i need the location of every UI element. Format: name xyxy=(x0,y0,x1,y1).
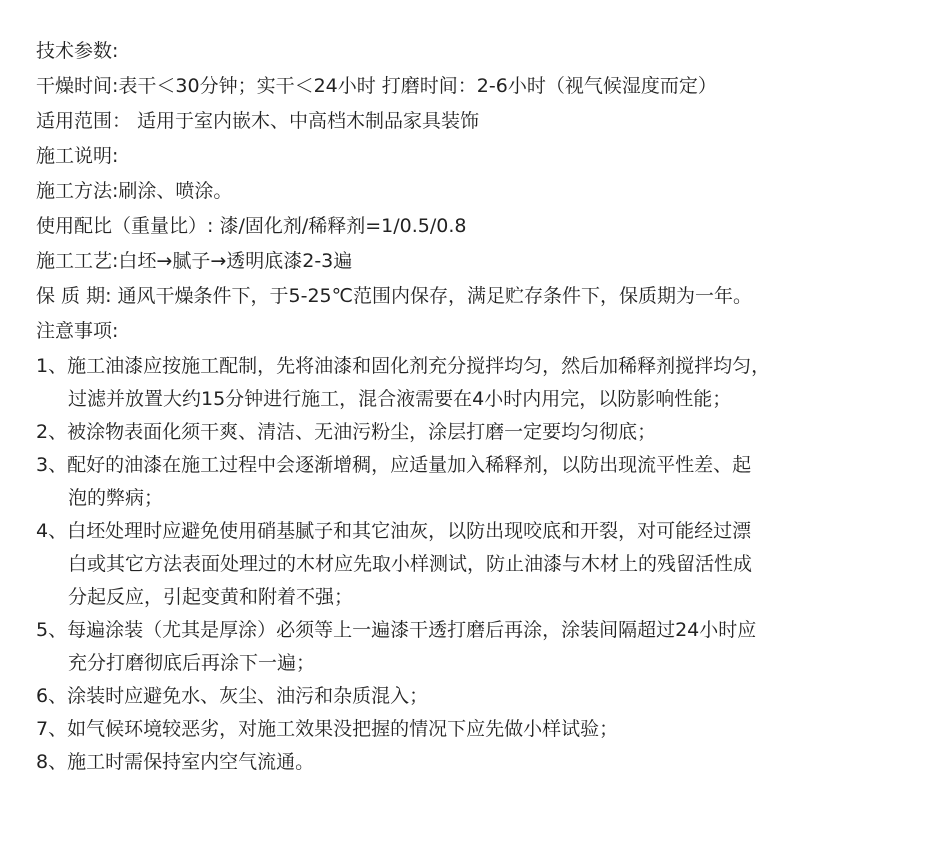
note-4-line-2: 白或其它方法表面处理过的木材应先取小样测试，防止油漆与木材上的残留活性成 xyxy=(68,553,753,575)
instructions-heading: 施工说明: xyxy=(36,145,119,167)
notes-heading: 注意事项: xyxy=(36,320,119,342)
note-6-line-1: 6、涂装时应避免水、灰尘、油污和杂质混入； xyxy=(36,685,429,707)
note-1-line-1: 1、施工油漆应按施工配制，先将油漆和固化剂充分搅拌均匀，然后加稀释剂搅拌均匀， xyxy=(36,355,771,377)
application-method-line: 施工方法:刷涂、喷涂。 xyxy=(36,180,233,202)
note-3-line-2: 泡的弊病； xyxy=(68,487,164,509)
notes-list xyxy=(36,350,936,779)
note-1-line-2: 过滤并放置大约15分钟进行施工，混合液需要在4小时内用完，以防影响性能； xyxy=(68,388,732,410)
note-4-line-3: 分起反应，引起变黄和附着不强； xyxy=(68,586,354,608)
note-2-line-1: 2、被涂物表面化须干爽、清洁、无油污粉尘，涂层打磨一定要均匀彻底； xyxy=(36,421,657,443)
shelf-life-line: 保 质 期: 通风干燥条件下，于5-25℃范围内保存，满足贮存条件下，保质期为一年。 xyxy=(36,285,752,307)
note-item-4 xyxy=(36,515,936,614)
note-7-line-1: 7、如气候环境较恶劣，对施工效果没把握的情况下应先做小样试验； xyxy=(36,718,619,740)
note-4-line-1: 4、白坯处理时应避免使用硝基腻子和其它油灰，以防出现咬底和开裂，对可能经过漂 xyxy=(36,520,752,542)
mixing-ratio-line: 使用配比（重量比）: 漆/固化剂/稀释剂=1/0.5/0.8 xyxy=(36,215,467,237)
application-scope-line: 适用范围： 适用于室内嵌木、中高档木制品家具装饰 xyxy=(36,110,480,132)
note-5-line-2: 充分打磨彻底后再涂下一遍； xyxy=(68,652,316,674)
drying-time-line: 干燥时间:表干＜30分钟；实干＜24小时 打磨时间：2-6小时（视气候湿度而定） xyxy=(36,75,717,97)
note-3-line-1: 3、配好的油漆在施工过程中会逐渐增稠，应适量加入稀释剂，以防出现流平性差、起 xyxy=(36,454,752,476)
note-8-line-1: 8、施工时需保持室内空气流通。 xyxy=(36,751,315,773)
note-item-8 xyxy=(36,746,936,779)
process-line: 施工工艺:白坯→腻子→透明底漆2-3遍 xyxy=(36,250,353,272)
note-item-3 xyxy=(36,449,936,515)
spec-heading: 技术参数: xyxy=(36,40,119,62)
note-item-6 xyxy=(36,680,936,713)
note-item-5 xyxy=(36,614,936,680)
note-item-1 xyxy=(36,350,936,416)
note-item-7 xyxy=(36,713,936,746)
note-5-line-1: 5、每遍涂装（尤其是厚涂）必须等上一遍漆干透打磨后再涂，涂装间隔超过24小时应 xyxy=(36,619,757,641)
note-item-2 xyxy=(36,416,936,449)
document-body xyxy=(36,37,936,779)
